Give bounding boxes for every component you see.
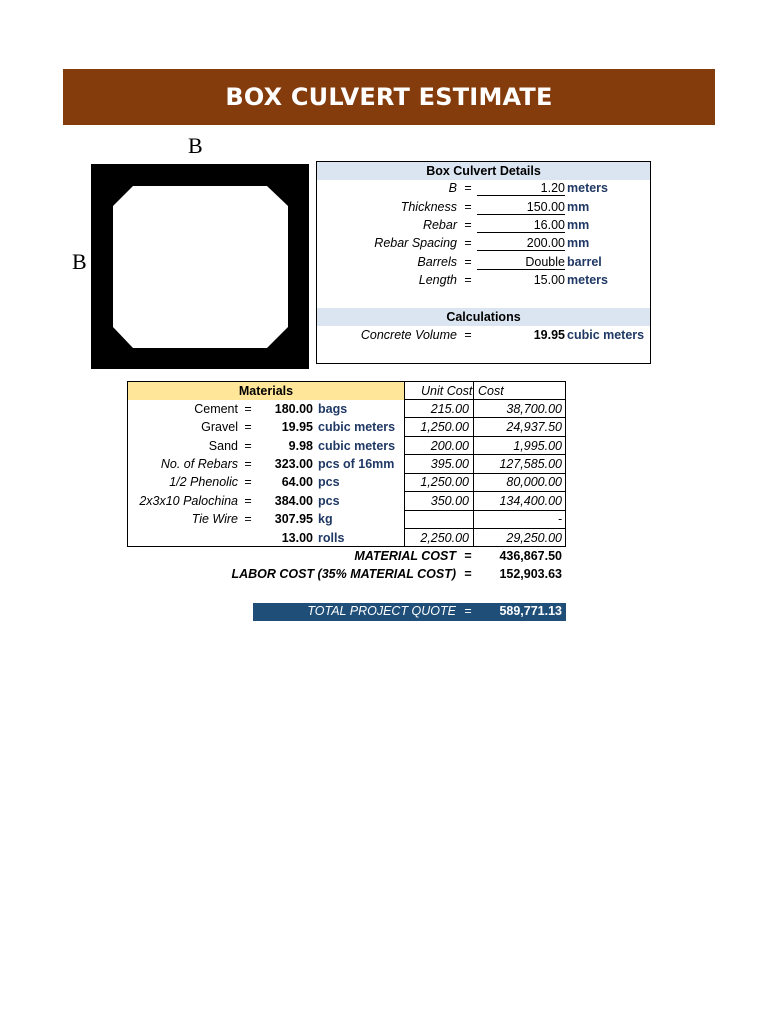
detail-label: B xyxy=(448,181,457,195)
material-cost: 127,585.00 xyxy=(499,457,562,471)
detail-label: Rebar Spacing xyxy=(374,236,457,250)
detail-label: Rebar xyxy=(422,218,457,232)
material-unit-cost: 200.00 xyxy=(430,439,469,453)
detail-equals: = xyxy=(464,200,472,214)
material-qty: 9.98 xyxy=(288,439,313,453)
material-unit: pcs xyxy=(318,475,340,489)
detail-equals: = xyxy=(464,236,472,250)
detail-unit: meters xyxy=(567,273,608,287)
materials-header: Materials xyxy=(128,382,404,400)
total-equals: = xyxy=(464,604,472,618)
material-qty: 19.95 xyxy=(281,420,313,434)
calc-unit: cubic meters xyxy=(567,328,645,342)
detail-value: 1.20 xyxy=(477,181,565,196)
material-unit: bags xyxy=(318,402,348,416)
material-equals: = xyxy=(244,475,252,489)
detail-unit: barrel xyxy=(567,255,602,269)
material-unit-cost: 215.00 xyxy=(430,402,469,416)
calc-label: Concrete Volume xyxy=(360,328,457,342)
header-rule xyxy=(404,382,566,400)
page-title: BOX CULVERT ESTIMATE xyxy=(63,69,715,125)
material-cost: - xyxy=(557,512,562,526)
material-label: Sand xyxy=(208,439,238,453)
material-qty: 323.00 xyxy=(274,457,313,471)
detail-value: Double xyxy=(477,255,565,270)
total-value: 589,771.13 xyxy=(499,604,562,618)
material-unit: pcs of 16mm xyxy=(318,457,395,471)
diagram-side-label: B xyxy=(72,249,87,274)
material-cost-row xyxy=(0,549,768,567)
detail-value: 150.00 xyxy=(477,200,565,215)
material-equals: = xyxy=(244,420,252,434)
detail-unit: mm xyxy=(567,218,590,232)
labor-cost-row xyxy=(0,567,768,585)
material-cost: 80,000.00 xyxy=(506,475,562,489)
calc-equals: = xyxy=(464,328,472,342)
detail-unit: mm xyxy=(567,236,590,250)
detail-equals: = xyxy=(464,255,472,269)
detail-label: Length xyxy=(418,273,457,287)
material-cost-value: 436,867.50 xyxy=(499,549,562,563)
material-unit-cost: 395.00 xyxy=(430,457,469,471)
material-cost: 134,400.00 xyxy=(499,494,562,508)
material-equals: = xyxy=(244,402,252,416)
detail-value: 15.00 xyxy=(533,273,565,287)
material-unit: pcs xyxy=(318,494,340,508)
material-unit-cost: 2,250.00 xyxy=(420,531,469,545)
material-label: Cement xyxy=(194,402,238,416)
material-cost: 1,995.00 xyxy=(513,439,562,453)
material-equals: = xyxy=(244,457,252,471)
material-cost: 29,250.00 xyxy=(506,531,562,545)
cost-header: Cost xyxy=(478,384,504,398)
detail-equals: = xyxy=(464,181,472,195)
total-label: TOTAL PROJECT QUOTE xyxy=(307,604,456,618)
material-label: 2x3x10 Palochina xyxy=(139,494,238,508)
material-cost: 24,937.50 xyxy=(506,420,562,434)
box-culvert-details xyxy=(316,161,651,364)
detail-label: Thickness xyxy=(400,200,457,214)
detail-equals: = xyxy=(464,273,472,287)
material-cost-equals: = xyxy=(464,549,472,563)
material-unit-cost: 350.00 xyxy=(430,494,469,508)
material-cost-label: MATERIAL COST xyxy=(354,549,456,563)
detail-value: 16.00 xyxy=(477,218,565,233)
details-header: Box Culvert Details xyxy=(317,162,650,180)
material-qty: 64.00 xyxy=(281,475,313,489)
material-qty: 180.00 xyxy=(274,402,313,416)
material-unit-cost: 1,250.00 xyxy=(420,475,469,489)
material-label: 1/2 Phenolic xyxy=(169,475,238,489)
material-qty: 307.95 xyxy=(274,512,313,526)
culvert-opening xyxy=(113,186,288,348)
material-unit: rolls xyxy=(318,531,345,545)
detail-unit: meters xyxy=(567,181,608,195)
material-label: Gravel xyxy=(201,420,238,434)
materials-table xyxy=(127,381,566,547)
diagram-top-label: B xyxy=(188,133,203,158)
material-label: No. of Rebars xyxy=(160,457,238,471)
labor-cost-equals: = xyxy=(464,567,472,581)
labor-cost-value: 152,903.63 xyxy=(499,567,562,581)
material-qty: 13.00 xyxy=(281,531,313,545)
detail-value: 200.00 xyxy=(477,236,565,251)
labor-cost-label: LABOR COST (35% MATERIAL COST) xyxy=(231,567,456,581)
material-equals: = xyxy=(244,494,252,508)
detail-label: Barrels xyxy=(417,255,457,269)
material-label: Tie Wire xyxy=(191,512,238,526)
material-equals: = xyxy=(244,512,252,526)
calculations-header: Calculations xyxy=(317,308,650,326)
detail-equals: = xyxy=(464,218,472,232)
material-equals: = xyxy=(244,439,252,453)
total-project-quote xyxy=(253,603,566,621)
material-qty: 384.00 xyxy=(274,494,313,508)
material-unit: cubic meters xyxy=(318,420,396,434)
material-unit-cost: 1,250.00 xyxy=(420,420,469,434)
material-unit: kg xyxy=(318,512,333,526)
material-unit: cubic meters xyxy=(318,439,396,453)
unit-cost-header: Unit Cost xyxy=(421,384,473,398)
calc-value: 19.95 xyxy=(533,328,565,342)
material-cost: 38,700.00 xyxy=(506,402,562,416)
box-culvert-diagram xyxy=(91,164,309,369)
detail-unit: mm xyxy=(567,200,590,214)
